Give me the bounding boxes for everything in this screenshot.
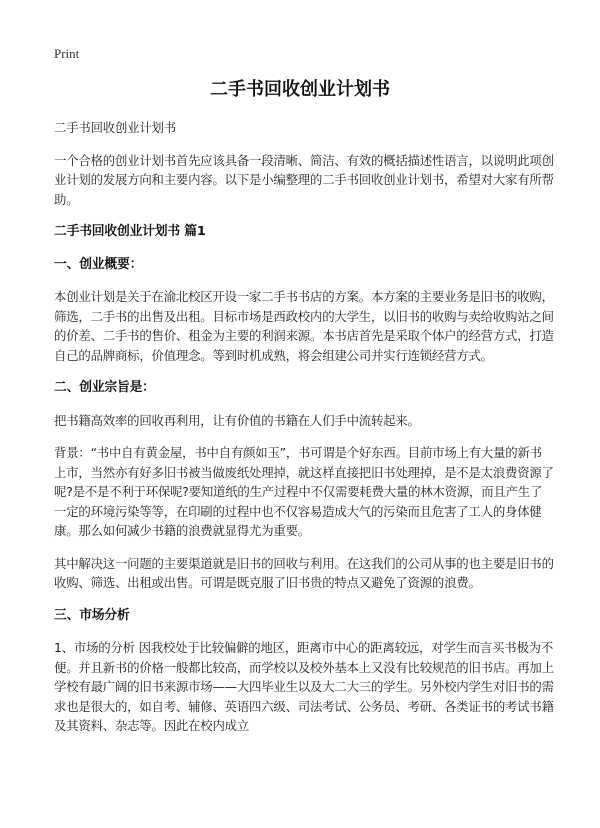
purpose-paragraph: 把书籍高效率的回收再利用，让有价值的书籍在人们手中流转起来。 [54, 412, 420, 428]
solution-paragraph: 其中解决这一问题的主要渠道就是旧书的回收与利用。在这我们的公司从事的也主要是旧书的收购、筛选、出租或出售。可谓是既克服了旧书贵的特点又避免了资源的浪费。 [54, 555, 554, 590]
market-paragraph: 1、市场的分析 因我校处于比较偏僻的地区，距离市中心的距离较远，对学生而言买书极为不便。并且新书的价格一般都比较高，而学校以及校外基本上又没有比较规范的旧书店。再加上学校有最广阔的旧书来源市场——大四毕业生以及大二大三的学生。另外校内学生对旧书的需求也是很大的，如自考、辅修、英语四六级、司法考试、公务员、考研、各类证书的考试书籍及其资料、杂志等。因此在校内成立 [54, 640, 554, 733]
document-title: 二手书回收创业计划书 [210, 79, 390, 100]
subtitle: 二手书回收创业计划书 [54, 120, 176, 135]
heading-overview: 一、创业概要： [54, 256, 143, 272]
document-body [54, 118, 554, 749]
section-title: 二手书回收创业计划书 篇1 [54, 224, 206, 239]
background-paragraph: 背景：“书中自有黄金屋，书中自有颜如玉”，书可谓是个好东西。目前市场上有大量的新书上市，当然亦有好多旧书被当做废纸处理掉，就这样直接把旧书处理掉，是不是太浪费资源了呢?是不是不利于环保呢?要知道纸的生产过程中不仅需要耗费大量的林木资源，而且产生了一定的环境污染等等，在印刷的过程中也不仅容易造成大气的污染而且危害了工人的身体健康。那么如何减少书籍的浪费就显得尤为重要。 [54, 445, 554, 538]
heading-purpose: 二、创业宗旨是： [54, 380, 155, 395]
overview-paragraph: 本创业计划是关于在渝北校区开设一家二手书书店的方案。本方案的主要业务是旧书的收购，筛选，二手书的出售及出租。目标市场是西政校内的大学生，以旧书的收购与卖给收购站之间的价差、二手书的售价、租金为主要的利润来源。本书店首先是采取个体户的经营方式，打造自己的品牌商标，价值理念。等到时机成熟，将会组建公司并实行连锁经营方式。 [54, 289, 554, 363]
heading-market-analysis: 三、市场分析 [54, 607, 130, 623]
intro-paragraph: 一个合格的创业计划书首先应该具备一段清晰、简洁、有效的概括描述性语言，以说明此项创业计划的发展方向和主要内容。以下是小编整理的二手书回收创业计划书，希望对大家有所帮助。 [54, 152, 554, 207]
print-link[interactable]: Print [54, 46, 80, 61]
